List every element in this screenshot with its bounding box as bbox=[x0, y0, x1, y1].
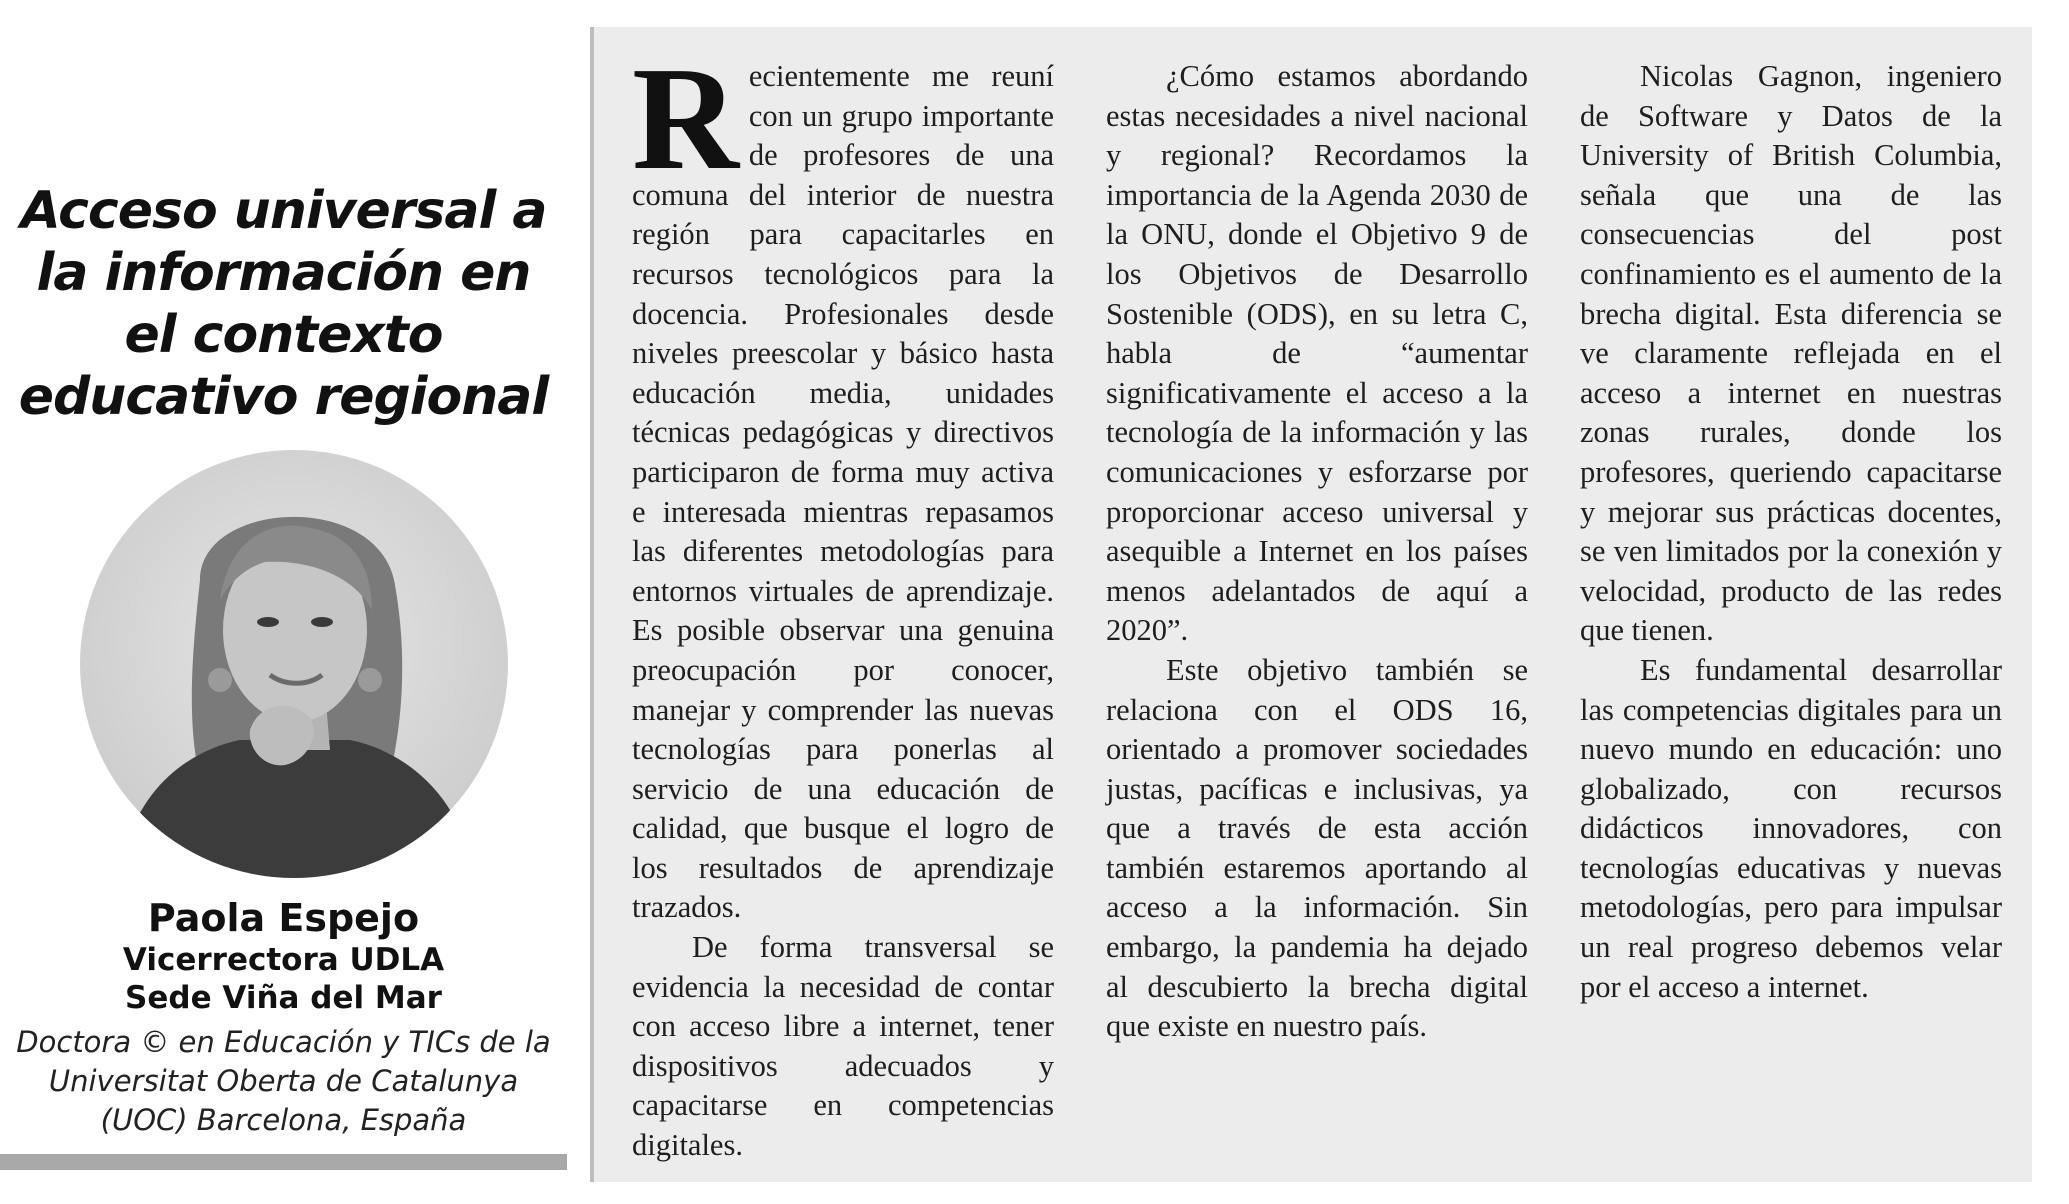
article-headline: Acceso universal a la información en el contexto educativo regional bbox=[18, 181, 549, 427]
divider bbox=[0, 1154, 567, 1170]
article-column-2 bbox=[1106, 57, 1528, 1047]
article-paragraph-3: ¿Cómo estamos abordando estas necesidades a nivel nacional y regional? Recordamos la importancia de la Agenda 2030 de la ONU, donde el Objetivo 9 de los Objetivos de Desarrollo Sostenible (ODS), en su letra C, habla de “aumentar significativamente el acceso a la tecnología de la información y las comunicaciones y esforzarse por proporcionar acceso universal y asequible a Internet en los países menos adelantados de aquí a 2020”. bbox=[1106, 59, 1528, 648]
article-paragraph-4: Este objetivo también se relaciona con el ODS 16, orientado a promover sociedades justas, pacíficas e inclusivas, ya que a través de esta acción también estaremos aportando al acceso a la información. Sin embargo, la pandemia ha dejado al descubierto la brecha digital que existe en nuestro país. bbox=[1106, 652, 1528, 1044]
article-paragraph-5: Nicolas Gagnon, ingeniero de Software y Datos de la University of British Columbia, señala que una de las consecuencias del post confinamiento es el aumento de la brecha digital. Esta diferencia se ve claramente reflejada en el acceso a internet en nuestras zonas rurales, donde los profesores, queriendo capacitarse y mejorar sus prácticas docentes, se ven limitados por la conexión y velocidad, producto de las redes que tienen. bbox=[1580, 59, 2002, 648]
author-byline bbox=[10, 895, 557, 1140]
article-column-1 bbox=[632, 37, 1054, 1166]
author-name: Paola Espejo bbox=[147, 896, 420, 940]
author-portrait-image bbox=[80, 450, 508, 878]
article-column-3 bbox=[1580, 57, 2002, 1007]
author-bio: Doctora © en Educación y TICs de la Universitat Oberta de Catalunya (UOC) Barcelona, España bbox=[16, 1025, 551, 1137]
author-role: Vicerrectora UDLA bbox=[122, 942, 445, 978]
article-paragraph-1: Recientemente me reuní con un grupo importante de profesores de una comuna del interior de nuestra región para capacitarles en recursos tecnológicos para la docencia. Profesionales desde niveles preescolar y básico hasta educación media, unidades técnicas pedagógicas y directivos participaron de forma muy activa e interesada mientras repasamos las diferentes metodologías para entornos virtuales de aprendizaje. Es posible observar una genuina preocupación por conocer, manejar y comprender las nuevas tecnologías para ponerlas al servicio de una educación de calidad, que busque el logro de los resultados de aprendizaje trazados. bbox=[632, 37, 1054, 925]
drop-cap: R bbox=[632, 37, 739, 201]
article-paragraph-6: Es fundamental desarrollar las competencias digitales para un nuevo mundo en educación: uno globalizado, con recursos didácticos innovadores, con tecnologías educativas y nuevas metodologías, pero para impulsar un real progreso debemos velar por el acceso a internet. bbox=[1580, 652, 2002, 1004]
author-campus: Sede Viña del Mar bbox=[125, 980, 442, 1016]
article-paragraph-2: De forma transversal se evidencia la necesidad de contar con acceso libre a internet, tener dispositivos adecuados y capacitarse en competencias digitales. bbox=[632, 930, 1054, 1163]
article-body bbox=[590, 27, 2032, 1182]
author-sidebar bbox=[0, 160, 567, 1170]
author-portrait bbox=[80, 450, 508, 878]
